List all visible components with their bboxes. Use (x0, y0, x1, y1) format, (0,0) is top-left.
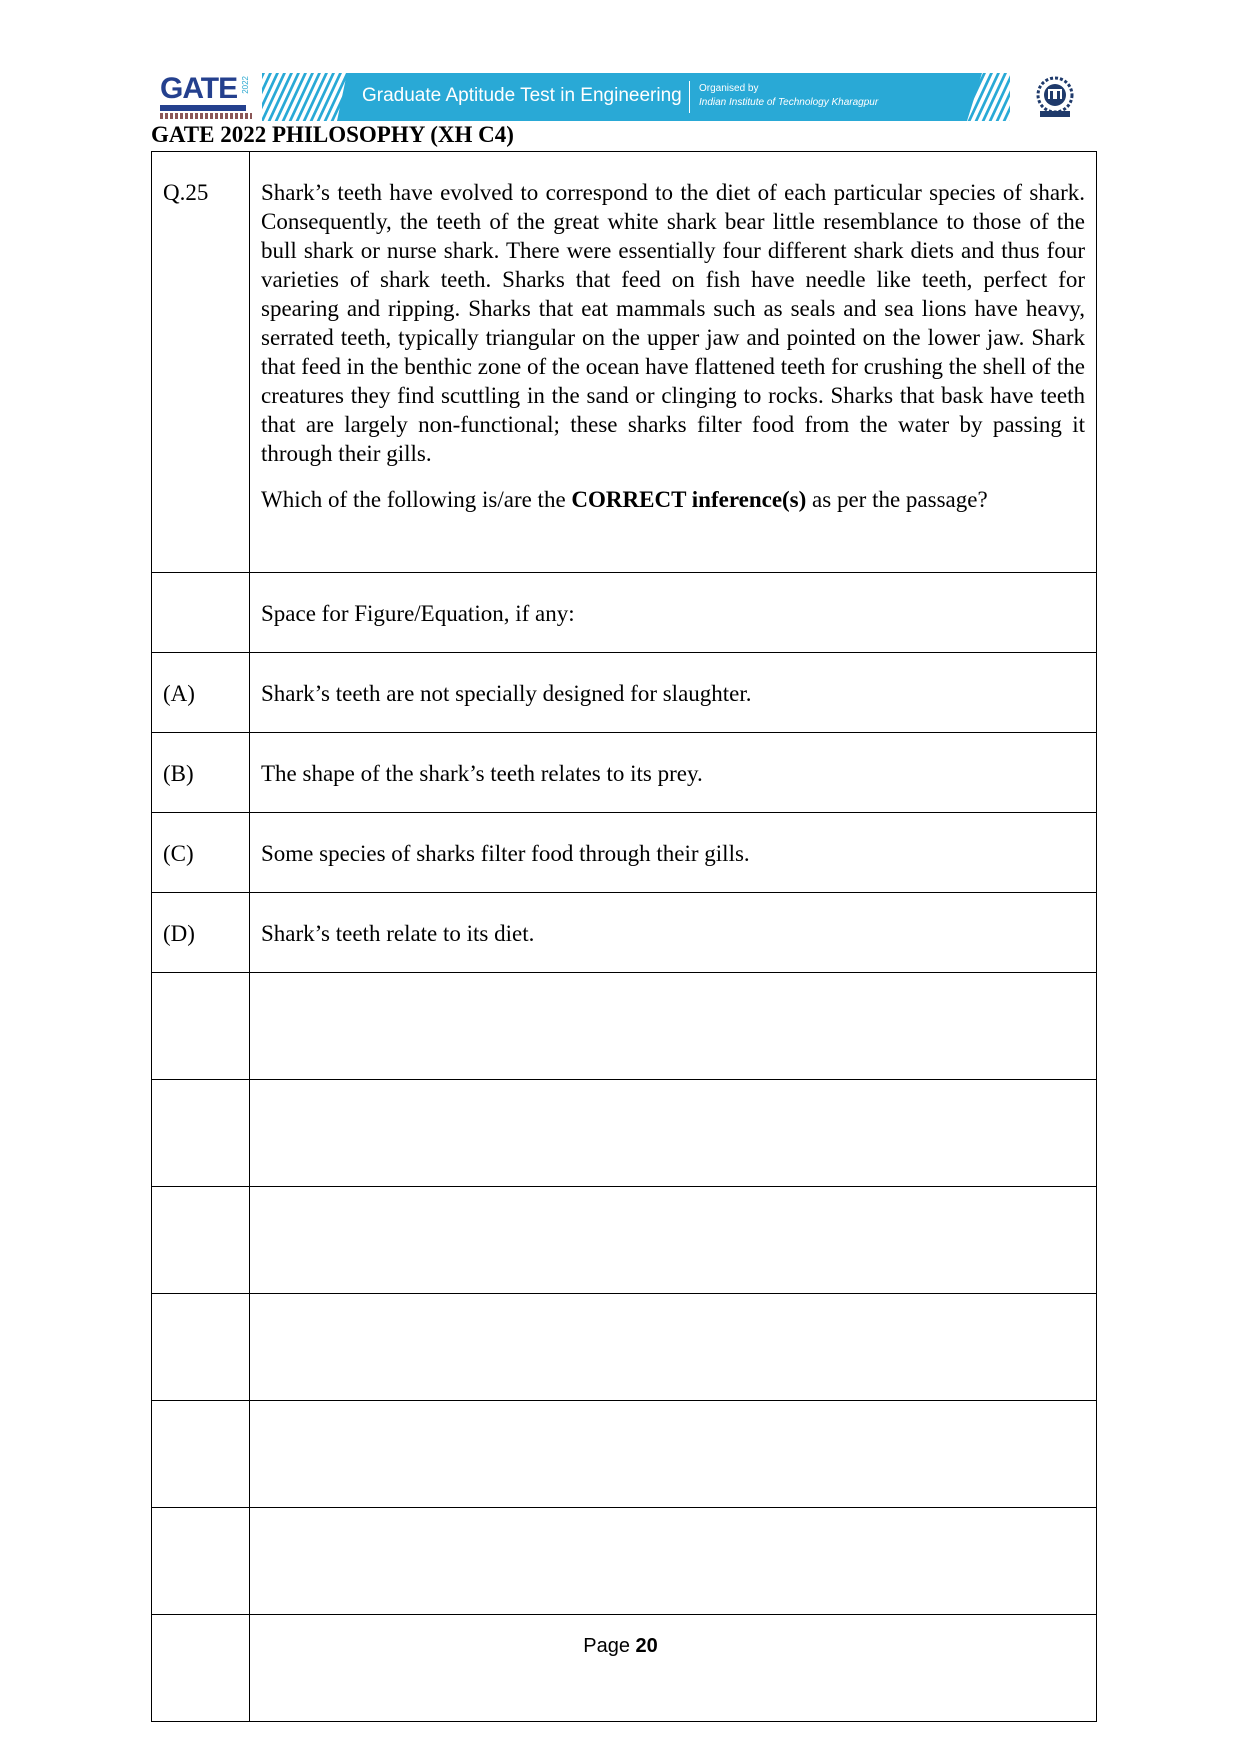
page-number: 20 (635, 1635, 658, 1657)
empty-cell (250, 1080, 1097, 1187)
header-banner (262, 73, 1010, 121)
logo-hindi-tagline (160, 113, 252, 119)
option-label: (B) (152, 733, 250, 813)
empty-cell (152, 1187, 250, 1294)
figure-space-row (152, 573, 1097, 653)
iit-kharagpur-emblem-icon (1034, 75, 1076, 119)
empty-cell (250, 1508, 1097, 1615)
empty-cell (152, 973, 250, 1080)
organiser-name: Indian Institute of Technology Kharagpur (699, 97, 879, 108)
empty-cell (250, 973, 1097, 1080)
prompt-bold-text: CORRECT inference(s) (571, 487, 807, 512)
option-label: (A) (152, 653, 250, 733)
empty-cell (152, 1294, 250, 1401)
option-text: Some species of sharks filter food through their gills. (250, 813, 1097, 893)
empty-row (152, 1187, 1097, 1294)
prompt-text-end: as per the passage? (806, 487, 988, 512)
banner-divider (689, 81, 690, 113)
logo-tagline-bar (160, 105, 246, 111)
option-row (152, 653, 1097, 733)
question-table (151, 151, 1097, 1722)
gate-logo-year: 2022 (241, 76, 250, 94)
page-footer (0, 1635, 1241, 1658)
figure-space-text: Space for Figure/Equation, if any: (250, 573, 1097, 653)
option-text: The shape of the shark’s teeth relates to its prey. (250, 733, 1097, 813)
prompt-text-start: Which of the following is/are the (261, 487, 572, 512)
empty-cell (152, 1615, 250, 1722)
question-number: Q.25 (152, 152, 250, 573)
option-text: Shark’s teeth relate to its diet. (250, 893, 1097, 973)
empty-row (152, 1080, 1097, 1187)
option-row (152, 733, 1097, 813)
option-label: (D) (152, 893, 250, 973)
page-label: Page (583, 1635, 630, 1657)
question-passage: Shark’s teeth have evolved to correspond to the diet of each particular species of shark. Consequently, the teeth of the great white shark bear little resemblance to those of the bull shark or nurse shark. There were essentially four different shark diets and thus four varieties of shark teeth. Sharks that feed on fish have needle like teeth, perfect for spearing and ripping. Sharks that eat mammals such as seals and sea lions have heavy, serrated teeth, typically triangular on the upper jaw and pointed on the lower jaw. Shark that feed in the benthic zone of the ocean have flattened teeth for crushing the shell of the creatures they find scuttling in the sand or clinging to rocks. Sharks that bask have teeth that are largely non-functional; these sharks filter food from the water by passing it through their gills. (261, 180, 1085, 466)
empty-cell (250, 1401, 1097, 1508)
empty-row (152, 1294, 1097, 1401)
empty-row (152, 1615, 1097, 1722)
figure-space-label-cell (152, 573, 250, 653)
option-label: (C) (152, 813, 250, 893)
option-row (152, 813, 1097, 893)
paper-title: GATE 2022 PHILOSOPHY (XH C4) (151, 122, 514, 147)
empty-cell (250, 1294, 1097, 1401)
question-prompt (261, 485, 1085, 514)
gate-logo-text: GATE (160, 72, 238, 105)
empty-row (152, 1508, 1097, 1615)
empty-cell (250, 1615, 1097, 1722)
option-row (152, 893, 1097, 973)
banner-title: Graduate Aptitude Test in Engineering (362, 85, 682, 106)
empty-row (152, 1401, 1097, 1508)
question-row (152, 152, 1097, 573)
gate-logo (160, 74, 252, 122)
empty-cell (152, 1508, 250, 1615)
empty-row (152, 973, 1097, 1080)
empty-cell (152, 1401, 250, 1508)
option-text: Shark’s teeth are not specially designed for slaughter. (250, 653, 1097, 733)
question-body (250, 152, 1097, 573)
organised-by-label: Organised by (699, 83, 759, 94)
empty-cell (250, 1187, 1097, 1294)
empty-cell (152, 1080, 250, 1187)
